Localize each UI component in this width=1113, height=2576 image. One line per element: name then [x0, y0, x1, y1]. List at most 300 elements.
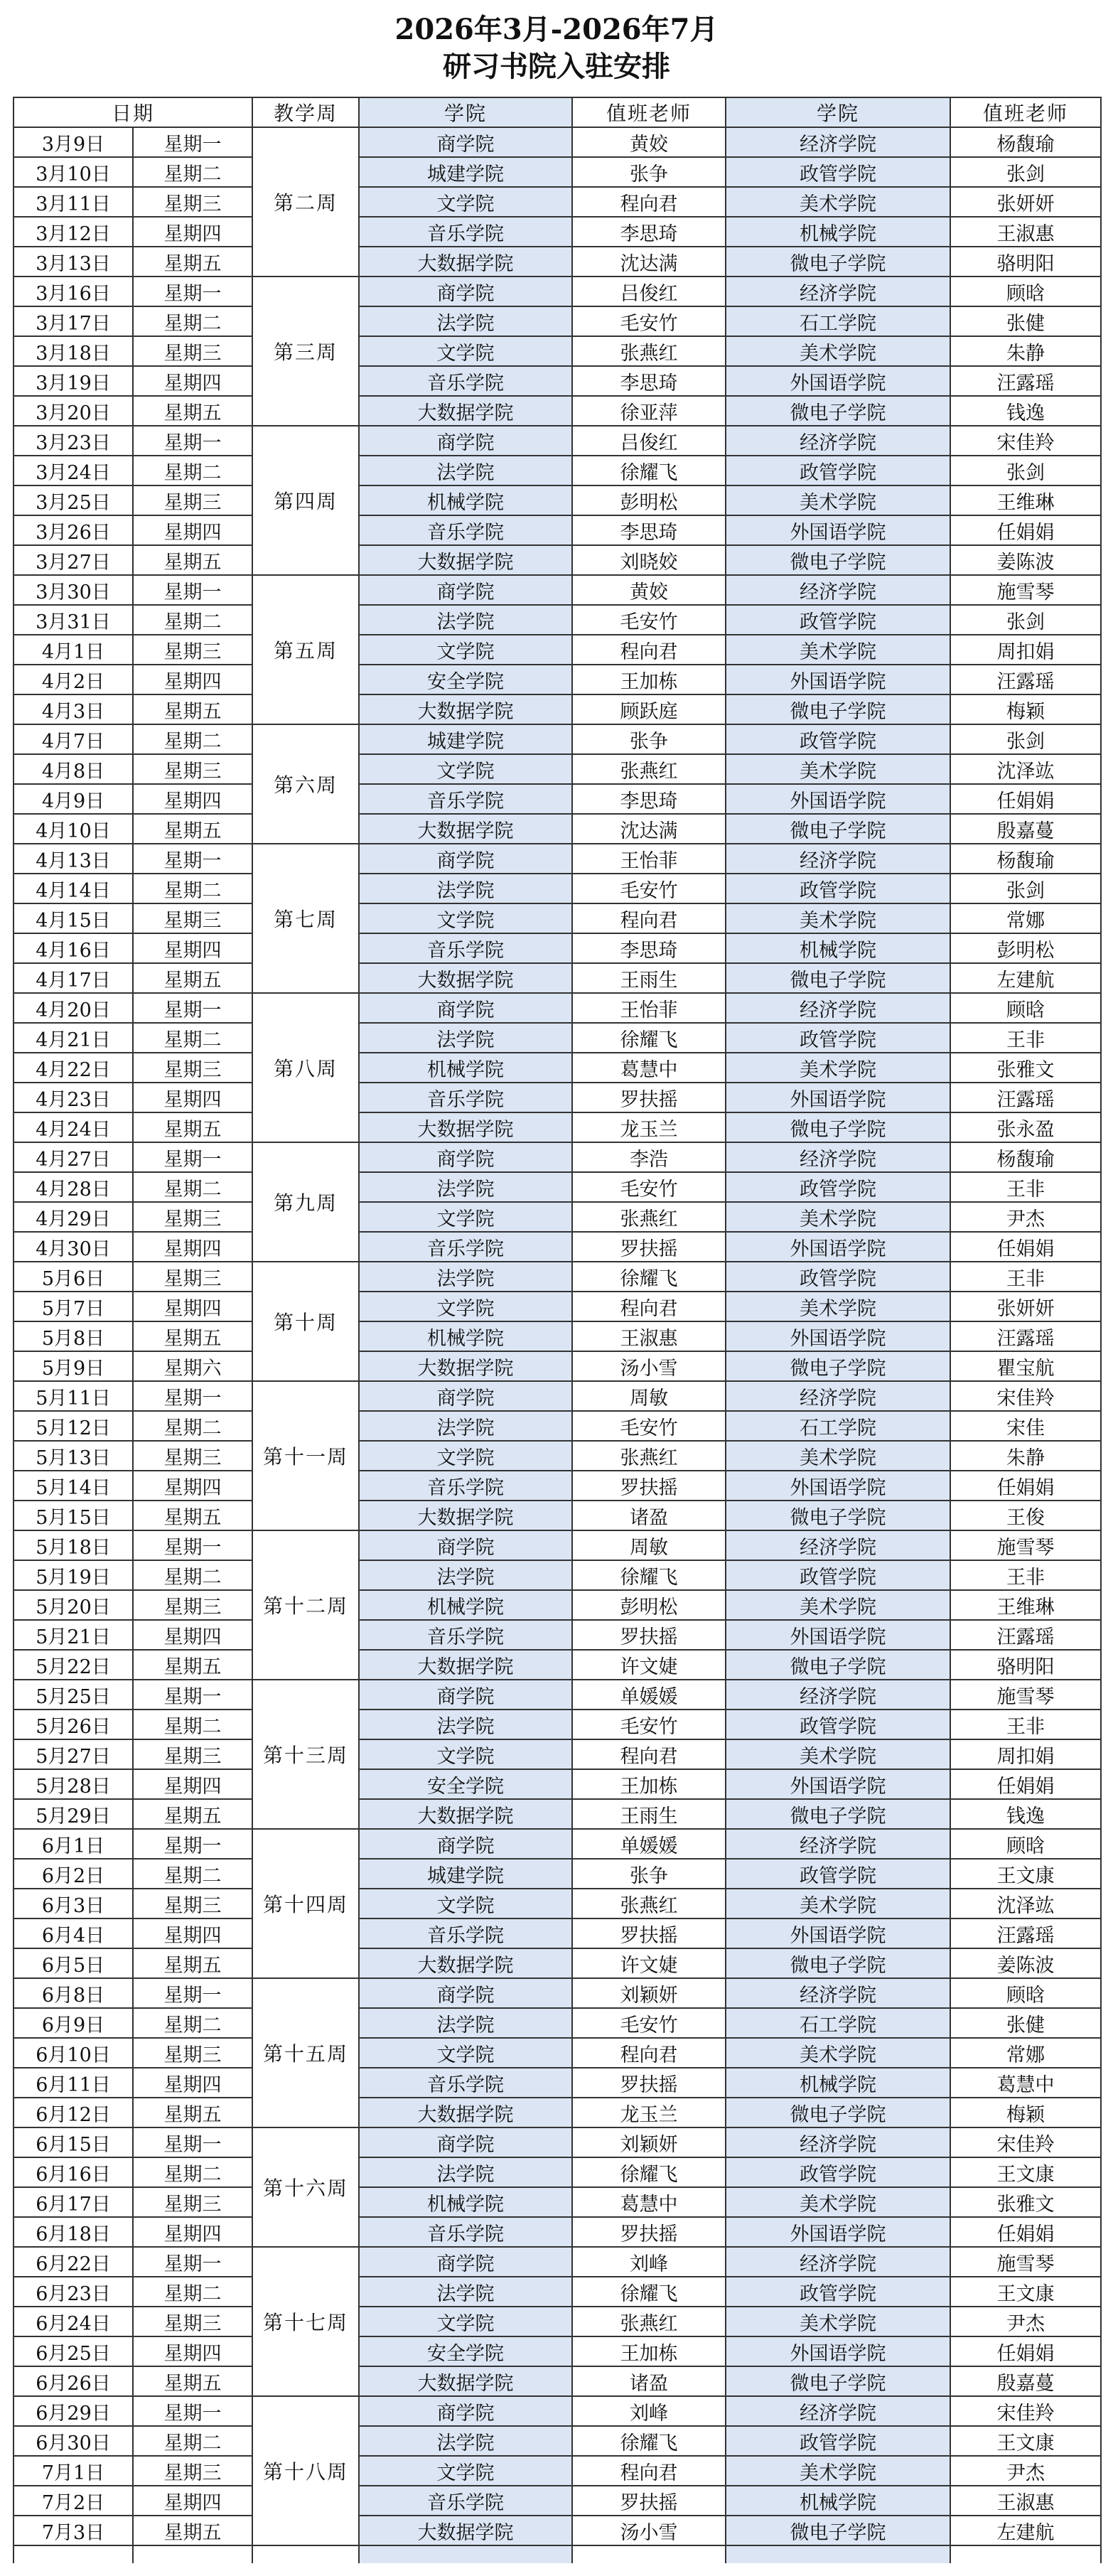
weekday-cell: 星期五	[133, 1799, 252, 1829]
college-cell: 经济学院	[726, 993, 950, 1023]
teacher-cell: 刘颖妍	[572, 2127, 726, 2157]
empty-cell	[572, 2545, 726, 2563]
week-label: 第十三周	[252, 1680, 359, 1829]
teacher-cell: 王非	[950, 1710, 1101, 1739]
teacher-cell: 姜陈波	[950, 545, 1101, 575]
date-cell: 4月15日	[14, 903, 133, 933]
schedule-sheet	[13, 7, 1100, 2563]
college-cell: 文学院	[359, 1739, 572, 1769]
weekday-cell: 星期五	[133, 1948, 252, 1978]
weekday-cell: 星期二	[133, 456, 252, 485]
college-cell: 美术学院	[726, 2456, 950, 2486]
weekday-cell: 星期五	[133, 2098, 252, 2127]
teacher-cell: 张剑	[950, 724, 1101, 754]
teacher-cell: 任娟娟	[950, 1769, 1101, 1799]
date-cell: 4月2日	[14, 665, 133, 694]
college-cell: 经济学院	[726, 1978, 950, 2008]
college-cell: 安全学院	[359, 665, 572, 694]
college-cell: 外国语学院	[726, 515, 950, 545]
table-row	[14, 784, 1101, 814]
table-row	[14, 754, 1101, 784]
teacher-cell: 葛慧中	[572, 1053, 726, 1083]
college-cell: 政管学院	[726, 1172, 950, 1202]
table-row	[14, 1172, 1101, 1202]
teacher-cell: 梅颖	[950, 694, 1101, 724]
college-cell: 机械学院	[359, 1590, 572, 1620]
college-cell: 法学院	[359, 2157, 572, 2187]
college-cell: 政管学院	[726, 1262, 950, 1292]
date-cell: 3月19日	[14, 366, 133, 396]
table-row	[14, 247, 1101, 277]
table-row	[14, 1262, 1101, 1292]
college-cell: 机械学院	[359, 1053, 572, 1083]
table-row	[14, 306, 1101, 336]
college-cell: 音乐学院	[359, 933, 572, 963]
weekday-cell: 星期一	[133, 277, 252, 306]
college-cell: 美术学院	[726, 635, 950, 665]
teacher-cell: 宋佳	[950, 1411, 1101, 1441]
table-row	[14, 1859, 1101, 1889]
weekday-cell: 星期四	[133, 2068, 252, 2098]
college-cell: 微电子学院	[726, 1799, 950, 1829]
college-cell: 石工学院	[726, 306, 950, 336]
college-cell: 美术学院	[726, 1590, 950, 1620]
table-row	[14, 2336, 1101, 2366]
college-cell: 外国语学院	[726, 1471, 950, 1501]
college-cell: 商学院	[359, 1142, 572, 1172]
table-row	[14, 1889, 1101, 1918]
weekday-cell: 星期二	[133, 2277, 252, 2307]
college-cell: 微电子学院	[726, 1501, 950, 1530]
college-cell: 机械学院	[359, 2187, 572, 2217]
teacher-cell: 诸盈	[572, 2366, 726, 2396]
weekday-cell: 星期二	[133, 1023, 252, 1053]
teacher-cell: 王雨生	[572, 1799, 726, 1829]
teacher-cell: 张争	[572, 724, 726, 754]
college-cell: 政管学院	[726, 157, 950, 187]
college-cell: 美术学院	[726, 187, 950, 217]
table-row	[14, 1739, 1101, 1769]
college-cell: 法学院	[359, 1710, 572, 1739]
week-label: 第六周	[252, 724, 359, 844]
teacher-cell: 毛安竹	[572, 1710, 726, 1739]
teacher-cell: 王文康	[950, 2277, 1101, 2307]
header-college-2: 学院	[726, 97, 950, 127]
teacher-cell: 王淑惠	[950, 2486, 1101, 2516]
date-cell: 5月29日	[14, 1799, 133, 1829]
table-row	[14, 1441, 1101, 1471]
college-cell: 政管学院	[726, 1859, 950, 1889]
teacher-cell: 姜陈波	[950, 1948, 1101, 1978]
date-cell: 6月1日	[14, 1829, 133, 1859]
college-cell: 商学院	[359, 575, 572, 605]
date-cell: 4月20日	[14, 993, 133, 1023]
weekday-cell: 星期四	[133, 1620, 252, 1650]
teacher-cell: 许文婕	[572, 1948, 726, 1978]
table-row	[14, 963, 1101, 993]
table-row	[14, 844, 1101, 874]
teacher-cell: 宋佳羚	[950, 2396, 1101, 2426]
teacher-cell: 彭明松	[572, 1590, 726, 1620]
weekday-cell: 星期四	[133, 1083, 252, 1112]
weekday-cell: 星期一	[133, 426, 252, 456]
college-cell: 外国语学院	[726, 1918, 950, 1948]
empty-cell	[359, 2545, 572, 2563]
date-cell: 5月22日	[14, 1650, 133, 1680]
teacher-cell: 徐耀飞	[572, 2277, 726, 2307]
college-cell: 法学院	[359, 2008, 572, 2038]
weekday-cell: 星期三	[133, 187, 252, 217]
college-cell: 文学院	[359, 1202, 572, 1232]
teacher-cell: 周敏	[572, 1530, 726, 1560]
college-cell: 美术学院	[726, 1053, 950, 1083]
date-cell: 6月26日	[14, 2366, 133, 2396]
college-cell: 法学院	[359, 605, 572, 635]
teacher-cell: 任娟娟	[950, 2217, 1101, 2247]
college-cell: 商学院	[359, 1829, 572, 1859]
date-cell: 6月15日	[14, 2127, 133, 2157]
date-cell: 6月9日	[14, 2008, 133, 2038]
table-row	[14, 1530, 1101, 1560]
weekday-cell: 星期二	[133, 874, 252, 903]
weekday-cell: 星期四	[133, 2217, 252, 2247]
teacher-cell: 毛安竹	[572, 1411, 726, 1441]
weekday-cell: 星期一	[133, 1978, 252, 2008]
teacher-cell: 杨馥瑜	[950, 1142, 1101, 1172]
date-cell: 6月10日	[14, 2038, 133, 2068]
college-cell: 经济学院	[726, 1381, 950, 1411]
weekday-cell: 星期四	[133, 217, 252, 247]
college-cell: 大数据学院	[359, 1650, 572, 1680]
teacher-cell: 徐亚萍	[572, 396, 726, 426]
weekday-cell: 星期一	[133, 993, 252, 1023]
college-cell: 文学院	[359, 1292, 572, 1321]
teacher-cell: 汪露瑶	[950, 1321, 1101, 1351]
college-cell: 外国语学院	[726, 665, 950, 694]
weekday-cell: 星期四	[133, 1232, 252, 1262]
college-cell: 大数据学院	[359, 1948, 572, 1978]
college-cell: 外国语学院	[726, 366, 950, 396]
teacher-cell: 宋佳羚	[950, 2127, 1101, 2157]
teacher-cell: 任娟娟	[950, 2336, 1101, 2366]
weekday-cell: 星期四	[133, 2336, 252, 2366]
date-cell: 4月9日	[14, 784, 133, 814]
teacher-cell: 顾晗	[950, 1978, 1101, 2008]
weekday-cell: 星期三	[133, 2307, 252, 2336]
college-cell: 文学院	[359, 1889, 572, 1918]
table-row	[14, 515, 1101, 545]
college-cell: 大数据学院	[359, 1351, 572, 1381]
date-cell: 3月13日	[14, 247, 133, 277]
college-cell: 美术学院	[726, 2038, 950, 2068]
week-label: 第九周	[252, 1142, 359, 1262]
college-cell: 经济学院	[726, 426, 950, 456]
college-cell: 美术学院	[726, 903, 950, 933]
teacher-cell: 王淑惠	[572, 1321, 726, 1351]
college-cell: 微电子学院	[726, 1650, 950, 1680]
college-cell: 大数据学院	[359, 1799, 572, 1829]
college-cell: 大数据学院	[359, 1501, 572, 1530]
table-row	[14, 2366, 1101, 2396]
teacher-cell: 罗扶摇	[572, 2217, 726, 2247]
week-label: 第十七周	[252, 2247, 359, 2396]
empty-cell	[950, 2545, 1101, 2563]
teacher-cell: 李浩	[572, 1142, 726, 1172]
date-cell: 4月16日	[14, 933, 133, 963]
teacher-cell: 李思琦	[572, 366, 726, 396]
schedule-table	[13, 97, 1102, 2563]
college-cell: 商学院	[359, 844, 572, 874]
empty-cell	[14, 2545, 133, 2563]
date-cell: 4月7日	[14, 724, 133, 754]
date-cell: 3月18日	[14, 336, 133, 366]
date-cell: 4月14日	[14, 874, 133, 903]
weekday-cell: 星期二	[133, 306, 252, 336]
teacher-cell: 龙玉兰	[572, 1112, 726, 1142]
teacher-cell: 王文康	[950, 1859, 1101, 1889]
date-cell: 4月1日	[14, 635, 133, 665]
teacher-cell: 任娟娟	[950, 515, 1101, 545]
table-trailing-gap	[14, 2545, 1101, 2563]
weekday-cell: 星期五	[133, 1501, 252, 1530]
college-cell: 安全学院	[359, 2336, 572, 2366]
weekday-cell: 星期一	[133, 2247, 252, 2277]
date-cell: 6月30日	[14, 2426, 133, 2456]
teacher-cell: 汪露瑶	[950, 1083, 1101, 1112]
college-cell: 商学院	[359, 426, 572, 456]
college-cell: 美术学院	[726, 1202, 950, 1232]
date-cell: 3月12日	[14, 217, 133, 247]
table-row	[14, 694, 1101, 724]
date-cell: 3月11日	[14, 187, 133, 217]
table-row	[14, 2247, 1101, 2277]
teacher-cell: 钱逸	[950, 396, 1101, 426]
teacher-cell: 张燕红	[572, 1441, 726, 1471]
week-label: 第五周	[252, 575, 359, 724]
teacher-cell: 朱静	[950, 1441, 1101, 1471]
teacher-cell: 施雪琴	[950, 575, 1101, 605]
teacher-cell: 黄姣	[572, 127, 726, 157]
teacher-cell: 沈达满	[572, 814, 726, 844]
college-cell: 法学院	[359, 1262, 572, 1292]
table-row	[14, 1023, 1101, 1053]
header-row	[14, 97, 1101, 127]
schedule-body	[14, 127, 1101, 2563]
table-row	[14, 1560, 1101, 1590]
college-cell: 城建学院	[359, 157, 572, 187]
teacher-cell: 程向君	[572, 903, 726, 933]
weekday-cell: 星期四	[133, 933, 252, 963]
teacher-cell: 宋佳羚	[950, 1381, 1101, 1411]
table-row	[14, 545, 1101, 575]
college-cell: 政管学院	[726, 2157, 950, 2187]
teacher-cell: 吕俊红	[572, 277, 726, 306]
table-row	[14, 1501, 1101, 1530]
college-cell: 大数据学院	[359, 694, 572, 724]
table-row	[14, 933, 1101, 963]
college-cell: 文学院	[359, 635, 572, 665]
week-label: 第七周	[252, 844, 359, 993]
teacher-cell: 王非	[950, 1172, 1101, 1202]
teacher-cell: 毛安竹	[572, 1172, 726, 1202]
week-label: 第十五周	[252, 1978, 359, 2127]
college-cell: 法学院	[359, 1411, 572, 1441]
weekday-cell: 星期一	[133, 127, 252, 157]
teacher-cell: 张雅文	[950, 1053, 1101, 1083]
date-cell: 4月28日	[14, 1172, 133, 1202]
weekday-cell: 星期二	[133, 1560, 252, 1590]
table-row	[14, 2486, 1101, 2516]
teacher-cell: 张永盈	[950, 1112, 1101, 1142]
table-row	[14, 2008, 1101, 2038]
college-cell: 音乐学院	[359, 2486, 572, 2516]
teacher-cell: 王怡菲	[572, 844, 726, 874]
teacher-cell: 张健	[950, 306, 1101, 336]
week-label: 第十四周	[252, 1829, 359, 1978]
college-cell: 外国语学院	[726, 1083, 950, 1112]
college-cell: 美术学院	[726, 2187, 950, 2217]
table-row	[14, 2396, 1101, 2426]
date-cell: 4月3日	[14, 694, 133, 724]
college-cell: 文学院	[359, 336, 572, 366]
college-cell: 大数据学院	[359, 814, 572, 844]
weekday-cell: 星期一	[133, 575, 252, 605]
college-cell: 外国语学院	[726, 784, 950, 814]
college-cell: 经济学院	[726, 575, 950, 605]
weekday-cell: 星期四	[133, 1292, 252, 1321]
date-cell: 5月20日	[14, 1590, 133, 1620]
college-cell: 商学院	[359, 1530, 572, 1560]
teacher-cell: 王淑惠	[950, 217, 1101, 247]
teacher-cell: 顾晗	[950, 277, 1101, 306]
teacher-cell: 罗扶摇	[572, 1083, 726, 1112]
table-row	[14, 1799, 1101, 1829]
date-cell: 4月29日	[14, 1202, 133, 1232]
date-cell: 6月18日	[14, 2217, 133, 2247]
table-row	[14, 1471, 1101, 1501]
date-cell: 5月21日	[14, 1620, 133, 1650]
date-cell: 5月11日	[14, 1381, 133, 1411]
teacher-cell: 徐耀飞	[572, 2157, 726, 2187]
date-cell: 4月23日	[14, 1083, 133, 1112]
college-cell: 商学院	[359, 277, 572, 306]
teacher-cell: 吕俊红	[572, 426, 726, 456]
date-cell: 7月1日	[14, 2456, 133, 2486]
table-row	[14, 217, 1101, 247]
college-cell: 音乐学院	[359, 1232, 572, 1262]
table-row	[14, 665, 1101, 694]
college-cell: 经济学院	[726, 844, 950, 874]
college-cell: 机械学院	[726, 933, 950, 963]
header-week: 教学周	[252, 97, 359, 127]
teacher-cell: 程向君	[572, 1739, 726, 1769]
teacher-cell: 殷嘉蔓	[950, 2366, 1101, 2396]
college-cell: 商学院	[359, 2247, 572, 2277]
weekday-cell: 星期二	[133, 157, 252, 187]
teacher-cell: 施雪琴	[950, 1530, 1101, 1560]
weekday-cell: 星期五	[133, 814, 252, 844]
teacher-cell: 刘颖妍	[572, 1978, 726, 2008]
weekday-cell: 星期三	[133, 336, 252, 366]
college-cell: 大数据学院	[359, 2366, 572, 2396]
date-cell: 3月24日	[14, 456, 133, 485]
table-row	[14, 2307, 1101, 2336]
date-cell: 3月10日	[14, 157, 133, 187]
college-cell: 音乐学院	[359, 1918, 572, 1948]
empty-cell	[726, 2545, 950, 2563]
college-cell: 大数据学院	[359, 2098, 572, 2127]
teacher-cell: 王雨生	[572, 963, 726, 993]
teacher-cell: 周扣娟	[950, 1739, 1101, 1769]
header-teacher-2: 值班老师	[950, 97, 1101, 127]
table-row	[14, 635, 1101, 665]
weekday-cell: 星期五	[133, 1650, 252, 1680]
college-cell: 音乐学院	[359, 784, 572, 814]
table-row	[14, 1112, 1101, 1142]
teacher-cell: 张燕红	[572, 2307, 726, 2336]
teacher-cell: 程向君	[572, 2038, 726, 2068]
table-row	[14, 1292, 1101, 1321]
teacher-cell: 毛安竹	[572, 2008, 726, 2038]
college-cell: 音乐学院	[359, 515, 572, 545]
teacher-cell: 王非	[950, 1023, 1101, 1053]
weekday-cell: 星期二	[133, 1172, 252, 1202]
teacher-cell: 王加栋	[572, 1769, 726, 1799]
table-row	[14, 1083, 1101, 1112]
teacher-cell: 顾晗	[950, 993, 1101, 1023]
college-cell: 政管学院	[726, 1023, 950, 1053]
date-cell: 3月17日	[14, 306, 133, 336]
college-cell: 安全学院	[359, 1769, 572, 1799]
teacher-cell: 尹杰	[950, 1202, 1101, 1232]
date-cell: 5月15日	[14, 1501, 133, 1530]
date-cell: 6月25日	[14, 2336, 133, 2366]
weekday-cell: 星期五	[133, 2366, 252, 2396]
college-cell: 机械学院	[359, 485, 572, 515]
teacher-cell: 汤小雪	[572, 2516, 726, 2545]
teacher-cell: 常娜	[950, 2038, 1101, 2068]
week-label: 第三周	[252, 277, 359, 426]
table-row	[14, 874, 1101, 903]
table-row	[14, 1710, 1101, 1739]
date-cell: 3月9日	[14, 127, 133, 157]
table-row	[14, 1650, 1101, 1680]
college-cell: 法学院	[359, 874, 572, 903]
date-cell: 5月7日	[14, 1292, 133, 1321]
college-cell: 政管学院	[726, 724, 950, 754]
table-row	[14, 1411, 1101, 1441]
teacher-cell: 沈达满	[572, 247, 726, 277]
table-row	[14, 157, 1101, 187]
teacher-cell: 骆明阳	[950, 1650, 1101, 1680]
college-cell: 经济学院	[726, 1829, 950, 1859]
college-cell: 外国语学院	[726, 1232, 950, 1262]
table-row	[14, 1232, 1101, 1262]
teacher-cell: 瞿宝航	[950, 1351, 1101, 1381]
college-cell: 城建学院	[359, 724, 572, 754]
teacher-cell: 汪露瑶	[950, 1918, 1101, 1948]
teacher-cell: 骆明阳	[950, 247, 1101, 277]
date-cell: 4月22日	[14, 1053, 133, 1083]
date-cell: 5月14日	[14, 1471, 133, 1501]
college-cell: 微电子学院	[726, 396, 950, 426]
weekday-cell: 星期四	[133, 1769, 252, 1799]
weekday-cell: 星期二	[133, 1710, 252, 1739]
date-cell: 6月2日	[14, 1859, 133, 1889]
teacher-cell: 张燕红	[572, 1202, 726, 1232]
teacher-cell: 左建航	[950, 963, 1101, 993]
table-row	[14, 1620, 1101, 1650]
